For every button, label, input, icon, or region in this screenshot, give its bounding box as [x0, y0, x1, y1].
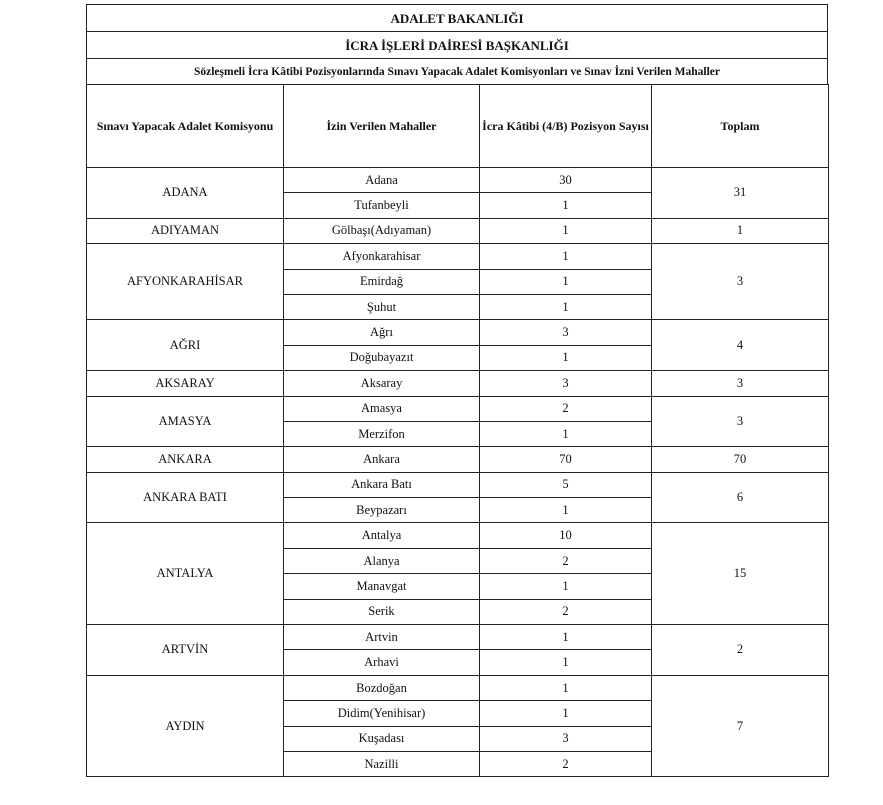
pozisyon-sayisi-cell: 1 — [480, 421, 652, 446]
pozisyon-sayisi-cell: 1 — [480, 193, 652, 218]
pozisyon-sayisi-cell: 1 — [480, 650, 652, 675]
mahal-cell: Amasya — [284, 396, 480, 421]
pozisyon-sayisi-cell: 1 — [480, 574, 652, 599]
komisyon-cell: ANKARA — [87, 447, 284, 472]
mahal-cell: Adana — [284, 168, 480, 193]
toplam-cell: 6 — [652, 472, 829, 523]
column-header-toplam: Toplam — [652, 85, 829, 168]
pozisyon-sayisi-cell: 2 — [480, 751, 652, 776]
mahal-cell: Nazilli — [284, 751, 480, 776]
komisyon-cell: ANTALYA — [87, 523, 284, 625]
pozisyon-sayisi-cell: 1 — [480, 675, 652, 700]
komisyon-cell: ADIYAMAN — [87, 218, 284, 243]
mahal-cell: Manavgat — [284, 574, 480, 599]
mahal-cell: Bozdoğan — [284, 675, 480, 700]
komisyon-cell: AKSARAY — [87, 371, 284, 396]
komisyon-cell: AMASYA — [87, 396, 284, 447]
table-row — [87, 371, 829, 396]
pozisyon-sayisi-cell: 1 — [480, 244, 652, 269]
table-row — [87, 244, 829, 269]
komisyon-cell: ANKARA BATI — [87, 472, 284, 523]
mahal-cell: Gölbaşı(Adıyaman) — [284, 218, 480, 243]
toplam-cell: 31 — [652, 168, 829, 219]
mahal-cell: Ankara — [284, 447, 480, 472]
pozisyon-sayisi-cell: 2 — [480, 599, 652, 624]
mahal-cell: Artvin — [284, 625, 480, 650]
komisyon-cell: ARTVİN — [87, 625, 284, 676]
column-header-pozisyon-sayisi: İcra Kâtibi (4/B) Pozisyon Sayısı — [480, 85, 652, 168]
pozisyon-sayisi-cell: 1 — [480, 218, 652, 243]
pozisyon-sayisi-cell: 2 — [480, 548, 652, 573]
pozisyon-sayisi-cell: 30 — [480, 168, 652, 193]
table-header-row — [87, 85, 829, 168]
toplam-cell: 4 — [652, 320, 829, 371]
mahal-cell: Antalya — [284, 523, 480, 548]
mahal-cell: Merzifon — [284, 421, 480, 446]
komisyon-cell: AĞRI — [87, 320, 284, 371]
komisyon-cell: AYDIN — [87, 675, 284, 777]
pozisyon-sayisi-cell: 2 — [480, 396, 652, 421]
mahal-cell: Beypazarı — [284, 498, 480, 523]
column-header-komisyon: Sınavı Yapacak Adalet Komisyonu — [87, 85, 284, 168]
toplam-cell: 1 — [652, 218, 829, 243]
pozisyon-sayisi-cell: 1 — [480, 345, 652, 370]
table-row — [87, 472, 829, 497]
mahal-cell: Didim(Yenihisar) — [284, 701, 480, 726]
toplam-cell: 3 — [652, 371, 829, 396]
pozisyon-sayisi-cell: 70 — [480, 447, 652, 472]
mahal-cell: Şuhut — [284, 294, 480, 319]
table-row — [87, 218, 829, 243]
mahal-cell: Kuşadası — [284, 726, 480, 751]
pozisyon-sayisi-cell: 1 — [480, 625, 652, 650]
toplam-cell: 2 — [652, 625, 829, 676]
mahal-cell: Ağrı — [284, 320, 480, 345]
ministry-title: ADALET BAKANLIĞI — [86, 4, 828, 31]
pozisyon-sayisi-cell: 3 — [480, 320, 652, 345]
pozisyon-sayisi-cell: 10 — [480, 523, 652, 548]
mahal-cell: Doğubayazıt — [284, 345, 480, 370]
table-row — [87, 396, 829, 421]
table-body — [87, 168, 829, 777]
pozisyon-sayisi-cell: 1 — [480, 269, 652, 294]
table-row — [87, 447, 829, 472]
toplam-cell: 3 — [652, 244, 829, 320]
mahal-cell: Aksaray — [284, 371, 480, 396]
mahal-cell: Tufanbeyli — [284, 193, 480, 218]
table-row — [87, 523, 829, 548]
document-page — [86, 4, 828, 777]
toplam-cell: 3 — [652, 396, 829, 447]
table-caption: Sözleşmeli İcra Kâtibi Pozisyonlarında Sınavı Yapacak Adalet Komisyonları ve Sınav İzni Verilen Mahaller — [86, 58, 828, 84]
komisyon-cell: ADANA — [87, 168, 284, 219]
pozisyon-sayisi-cell: 3 — [480, 371, 652, 396]
table-row — [87, 625, 829, 650]
positions-table — [86, 84, 829, 777]
pozisyon-sayisi-cell: 1 — [480, 701, 652, 726]
mahal-cell: Arhavi — [284, 650, 480, 675]
table-row — [87, 168, 829, 193]
department-title: İCRA İŞLERİ DAİRESİ BAŞKANLIĞI — [86, 31, 828, 58]
komisyon-cell: AFYONKARAHİSAR — [87, 244, 284, 320]
mahal-cell: Alanya — [284, 548, 480, 573]
table-row — [87, 675, 829, 700]
mahal-cell: Afyonkarahisar — [284, 244, 480, 269]
pozisyon-sayisi-cell: 5 — [480, 472, 652, 497]
toplam-cell: 7 — [652, 675, 829, 777]
toplam-cell: 70 — [652, 447, 829, 472]
mahal-cell: Ankara Batı — [284, 472, 480, 497]
pozisyon-sayisi-cell: 1 — [480, 294, 652, 319]
mahal-cell: Serik — [284, 599, 480, 624]
toplam-cell: 15 — [652, 523, 829, 625]
pozisyon-sayisi-cell: 3 — [480, 726, 652, 751]
pozisyon-sayisi-cell: 1 — [480, 498, 652, 523]
mahal-cell: Emirdağ — [284, 269, 480, 294]
table-row — [87, 320, 829, 345]
column-header-mahaller: İzin Verilen Mahaller — [284, 85, 480, 168]
